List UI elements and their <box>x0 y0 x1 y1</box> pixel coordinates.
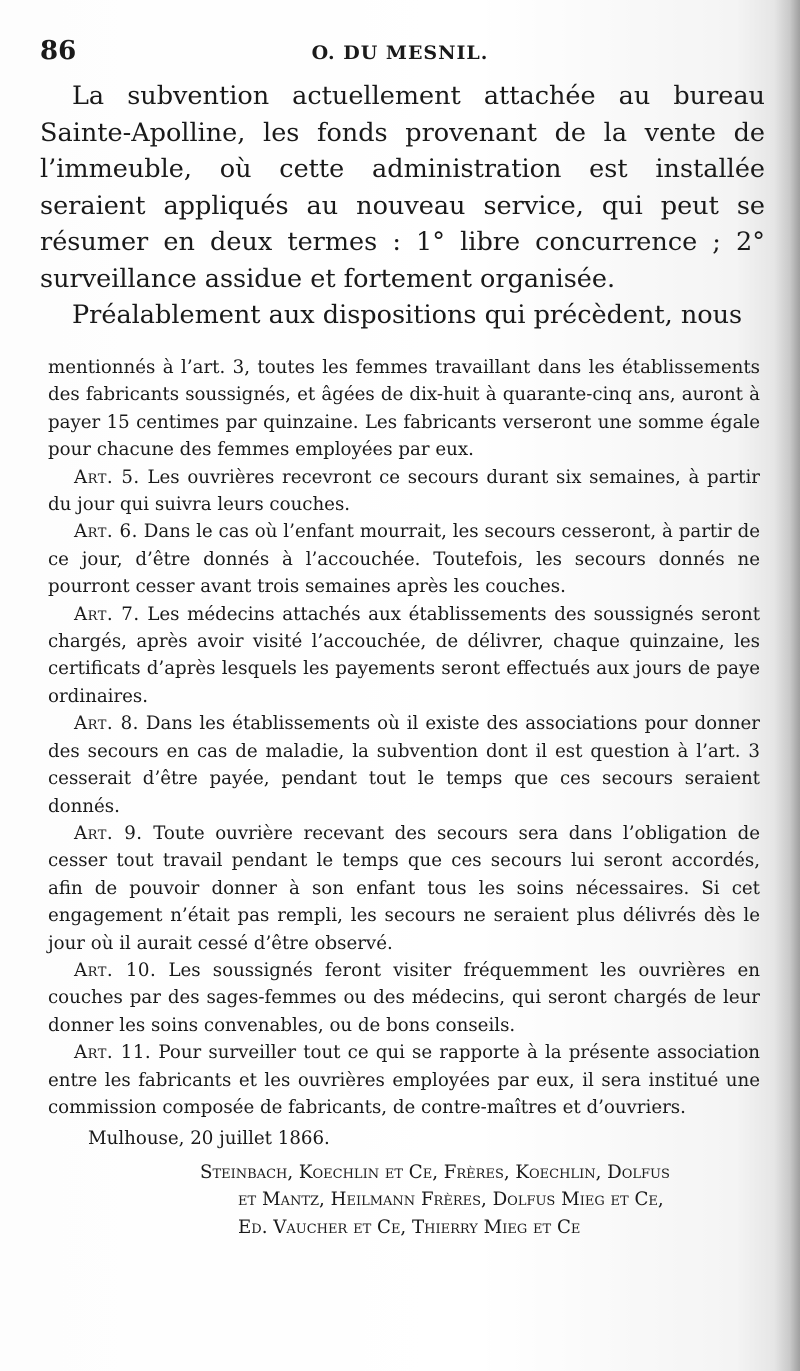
article-5 <box>48 464 760 519</box>
signature-line: et Mantz, Heilmann Frères, Dolfus Mieg et Ce, <box>238 1189 664 1211</box>
article-label: Art. 8. <box>74 713 139 735</box>
article-label: Art. 9. <box>74 822 143 844</box>
article-text: Les soussignés feront visiter fréquemment les ouvrières en couches par des sages-femmes ou des médecins, qui seront chargés de leur donner les soins convenables, ou de bons conseils. <box>48 959 760 1036</box>
article-label: Art. 7. <box>74 603 140 625</box>
article-7 <box>48 601 760 711</box>
article-label: Art. 10. <box>74 959 157 981</box>
article-text: Dans le cas où l’enfant mourrait, les secours cesseront, à partir de ce jour, d’être donnés à l’accouchée. Toutefois, les secours donnés ne pourront cesser avant trois semaines après les couches. <box>48 521 761 598</box>
paragraph-subvention: La subvention actuellement attachée au bureau Sainte-Apolline, les fonds provenant de la vente de l’immeuble, où cette administration est installée seraient appliqués au nouveau service, qui peut se résumer en deux termes : 1° libre concurrence ; 2° surveillance assidue et fortement organisée. <box>40 81 765 294</box>
article-label: Art. 6. <box>74 521 138 543</box>
page-number: 86 <box>40 36 77 66</box>
article-text: Les médecins attachés aux établissements des soussignés seront chargés, après avoir visité l’accouchée, de délivrer, chaque quinzaine, les certificats d’après lesquels les payements seront effectués aux jours de paye ordinaires. <box>48 603 760 707</box>
article-text: mentionnés à l’art. 3, toutes les femmes travaillant dans les établissements des fabricants soussignés, et âgées de dix-huit à quarante-cinq ans, auront à payer 15 centimes par quinzaine. Les fabricants verseront une somme égale pour chacune des femmes employées par eux. <box>48 357 760 461</box>
article-10 <box>48 957 760 1039</box>
date-line: Mulhouse, 20 juillet 1866. <box>88 1128 330 1150</box>
article-text: Dans les établissements où il existe des associations pour donner des secours en cas de maladie, la subvention dont il est question à l’art. 3 cesserait d’être payée, pendant tout le temps que ces secours seraient donnés. <box>48 713 760 817</box>
article-8 <box>48 710 760 820</box>
paragraph-prealablement: Préalablement aux dispositions qui précèdent, nous <box>72 300 743 330</box>
signatures <box>48 1159 760 1241</box>
page-edge-shadow <box>774 0 800 1371</box>
large-text-block <box>40 78 765 334</box>
signature-line: Ed. Vaucher et Ce, Thierry Mieg et Ce <box>238 1216 581 1238</box>
article-label: Art. 11. <box>74 1042 152 1064</box>
page-header <box>40 36 760 76</box>
article-6 <box>48 518 760 600</box>
article-continuation <box>48 354 760 464</box>
article-text: Les ouvrières recevront ce secours durant six semaines, à partir du jour qui suivra leurs couches. <box>48 466 761 516</box>
article-9 <box>48 820 760 957</box>
running-head: O. DU MESNIL. <box>311 42 489 64</box>
article-11 <box>48 1039 760 1121</box>
article-text: Toute ouvrière recevant des secours sera dans l’obligation de cesser tout travail pendant le temps que ces secours lui seront accordés, afin de pouvoir donner à son enfant tous les soins nécessaires. Si cet engagement n’était pas rempli, les secours ne seraient plus délivrés dès le jour où il aurait cessé d’être observé. <box>48 822 760 954</box>
signature-line: Steinbach, Koechlin et Ce, Frères, Koechlin, Dolfus <box>200 1161 670 1183</box>
article-label: Art. 5. <box>74 466 140 488</box>
small-text-block <box>48 354 760 1241</box>
article-text: Pour surveiller tout ce qui se rapporte à la présente association entre les fabricants et les ouvrières employées par eux, il sera institué une commission composée de fabricants, de contre-maîtres et d’ouvriers. <box>48 1042 760 1118</box>
